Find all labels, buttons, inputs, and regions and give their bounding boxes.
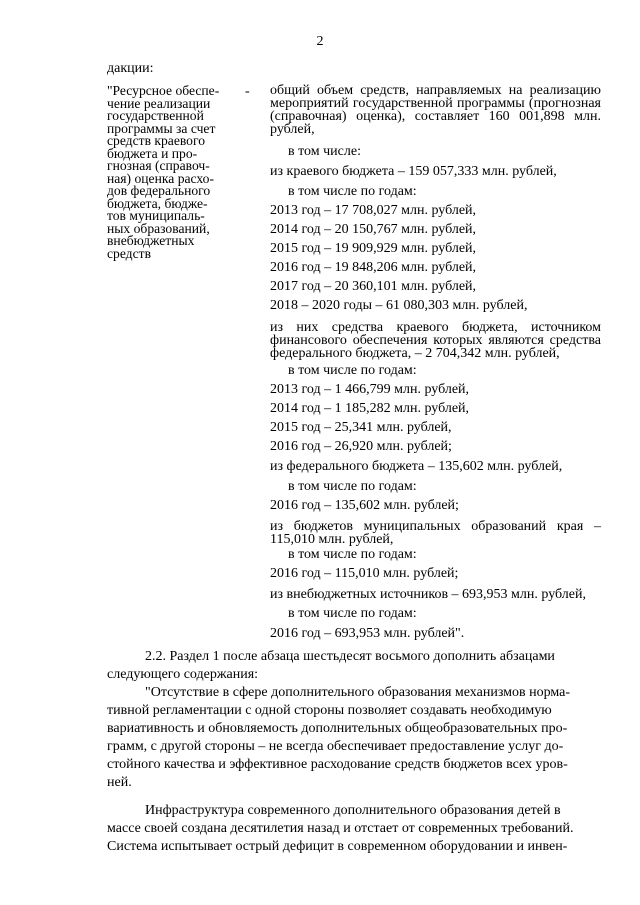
label-line: "Ресурсное обеспе- [107,83,220,98]
year-2015-amount: 2015 год – 19 909,929 млн. рублей, [270,241,477,256]
body-line: грамм, с другой стороны – не всегда обеспечивает предоставление услуг до- [107,739,564,754]
column-dash: - [245,84,250,99]
label-line: дов федерального [107,183,211,198]
passport-row-label [107,85,237,260]
fed-year-2013: 2013 год – 1 466,799 млн. рублей, [270,382,470,397]
body-line: Инфраструктура современного дополнительного образования детей в [145,803,561,818]
by-year-heading: в том числе по годам: [288,184,417,199]
in-total-heading: в том числе: [288,144,361,159]
federal-budget: из федерального бюджета – 135,602 млн. рублей, [270,459,563,474]
regional-budget: из краевого бюджета – 159 057,333 млн. рублей, [270,164,557,179]
federal-source-regional: из них средства краевого бюджета, источником финансового обеспечения которых являются средства федерального бюджета, – 2 704,342 млн. рублей, [270,320,601,361]
intro-fragment: дакции: [107,61,154,76]
years-2018-2020-amount: 2018 – 2020 годы – 61 080,303 млн. рублей, [270,298,528,313]
by-year-heading: в том числе по годам: [288,547,417,562]
label-line: программы за счет [107,120,216,136]
label-line: ных образований, [107,220,210,236]
year-2016-amount: 2016 год – 19 848,206 млн. рублей, [270,260,477,275]
federal-2016: 2016 год – 135,602 млн. рублей; [270,498,459,513]
label-line: внебюджетных [107,233,195,248]
fed-year-2015: 2015 год – 25,341 млн. рублей, [270,420,452,435]
body-line: массе своей создана десятилетия назад и отстает от современных требований. [107,821,574,836]
off-budget-2016: 2016 год – 693,953 млн. рублей". [270,626,465,641]
year-2013-amount: 2013 год – 17 708,027 млн. рублей, [270,203,477,218]
label-line: гнозная (справоч- [107,158,210,173]
body-line: Система испытывает острый дефицит в современном оборудовании и инвен- [107,839,568,854]
body-line: ней. [107,775,132,790]
label-line: тов муниципаль- [107,208,205,223]
body-line: тивной регламентации с одной стороны позволяет создавать необходимую [107,703,552,718]
year-2014-amount: 2014 год – 20 150,767 млн. рублей, [270,222,477,237]
body-line: следующего содержания: [107,667,259,682]
by-year-heading: в том числе по годам: [288,479,417,494]
by-year-heading: в том числе по годам: [288,363,417,378]
label-line: чение реализации [107,95,211,111]
label-line: ная) оценка расхо- [107,170,214,186]
label-line: государственной [107,108,204,123]
body-line: 2.2. Раздел 1 после абзаца шестьдесят восьмого дополнить абзацами [145,649,555,664]
body-line: вариативность и обновляемость дополнительных общеобразовательных про- [107,721,568,736]
label-line: бюджета, бюдже- [107,195,208,211]
label-line: средств краевого [107,133,206,148]
municipal-budgets: из бюджетов муниципальных образований края – 115,010 млн. рублей, [270,519,601,547]
body-line: стойного качества и эффективное расходование средств бюджетов всех уров- [107,757,568,772]
year-2017-amount: 2017 год – 20 360,101 млн. рублей, [270,279,477,294]
label-line: средств [107,245,151,261]
fed-year-2014: 2014 год – 1 185,282 млн. рублей, [270,401,470,416]
off-budget-sources: из внебюджетных источников – 693,953 млн. рублей, [270,587,586,602]
label-line: бюджета и про- [107,145,198,161]
page-number: 2 [316,34,324,49]
fed-year-2016: 2016 год – 26,920 млн. рублей; [270,439,452,454]
municipal-2016: 2016 год – 115,010 млн. рублей; [270,566,459,581]
body-line: "Отсутствие в сфере дополнительного образования механизмов норма- [145,685,571,700]
total-amount: общий объем средств, направляемых на реализацию мероприятий государственной программы (прогнозная (справочная) оценка), составляет 160 001,898 млн. рублей, [270,83,601,137]
by-year-heading: в том числе по годам: [288,606,417,621]
